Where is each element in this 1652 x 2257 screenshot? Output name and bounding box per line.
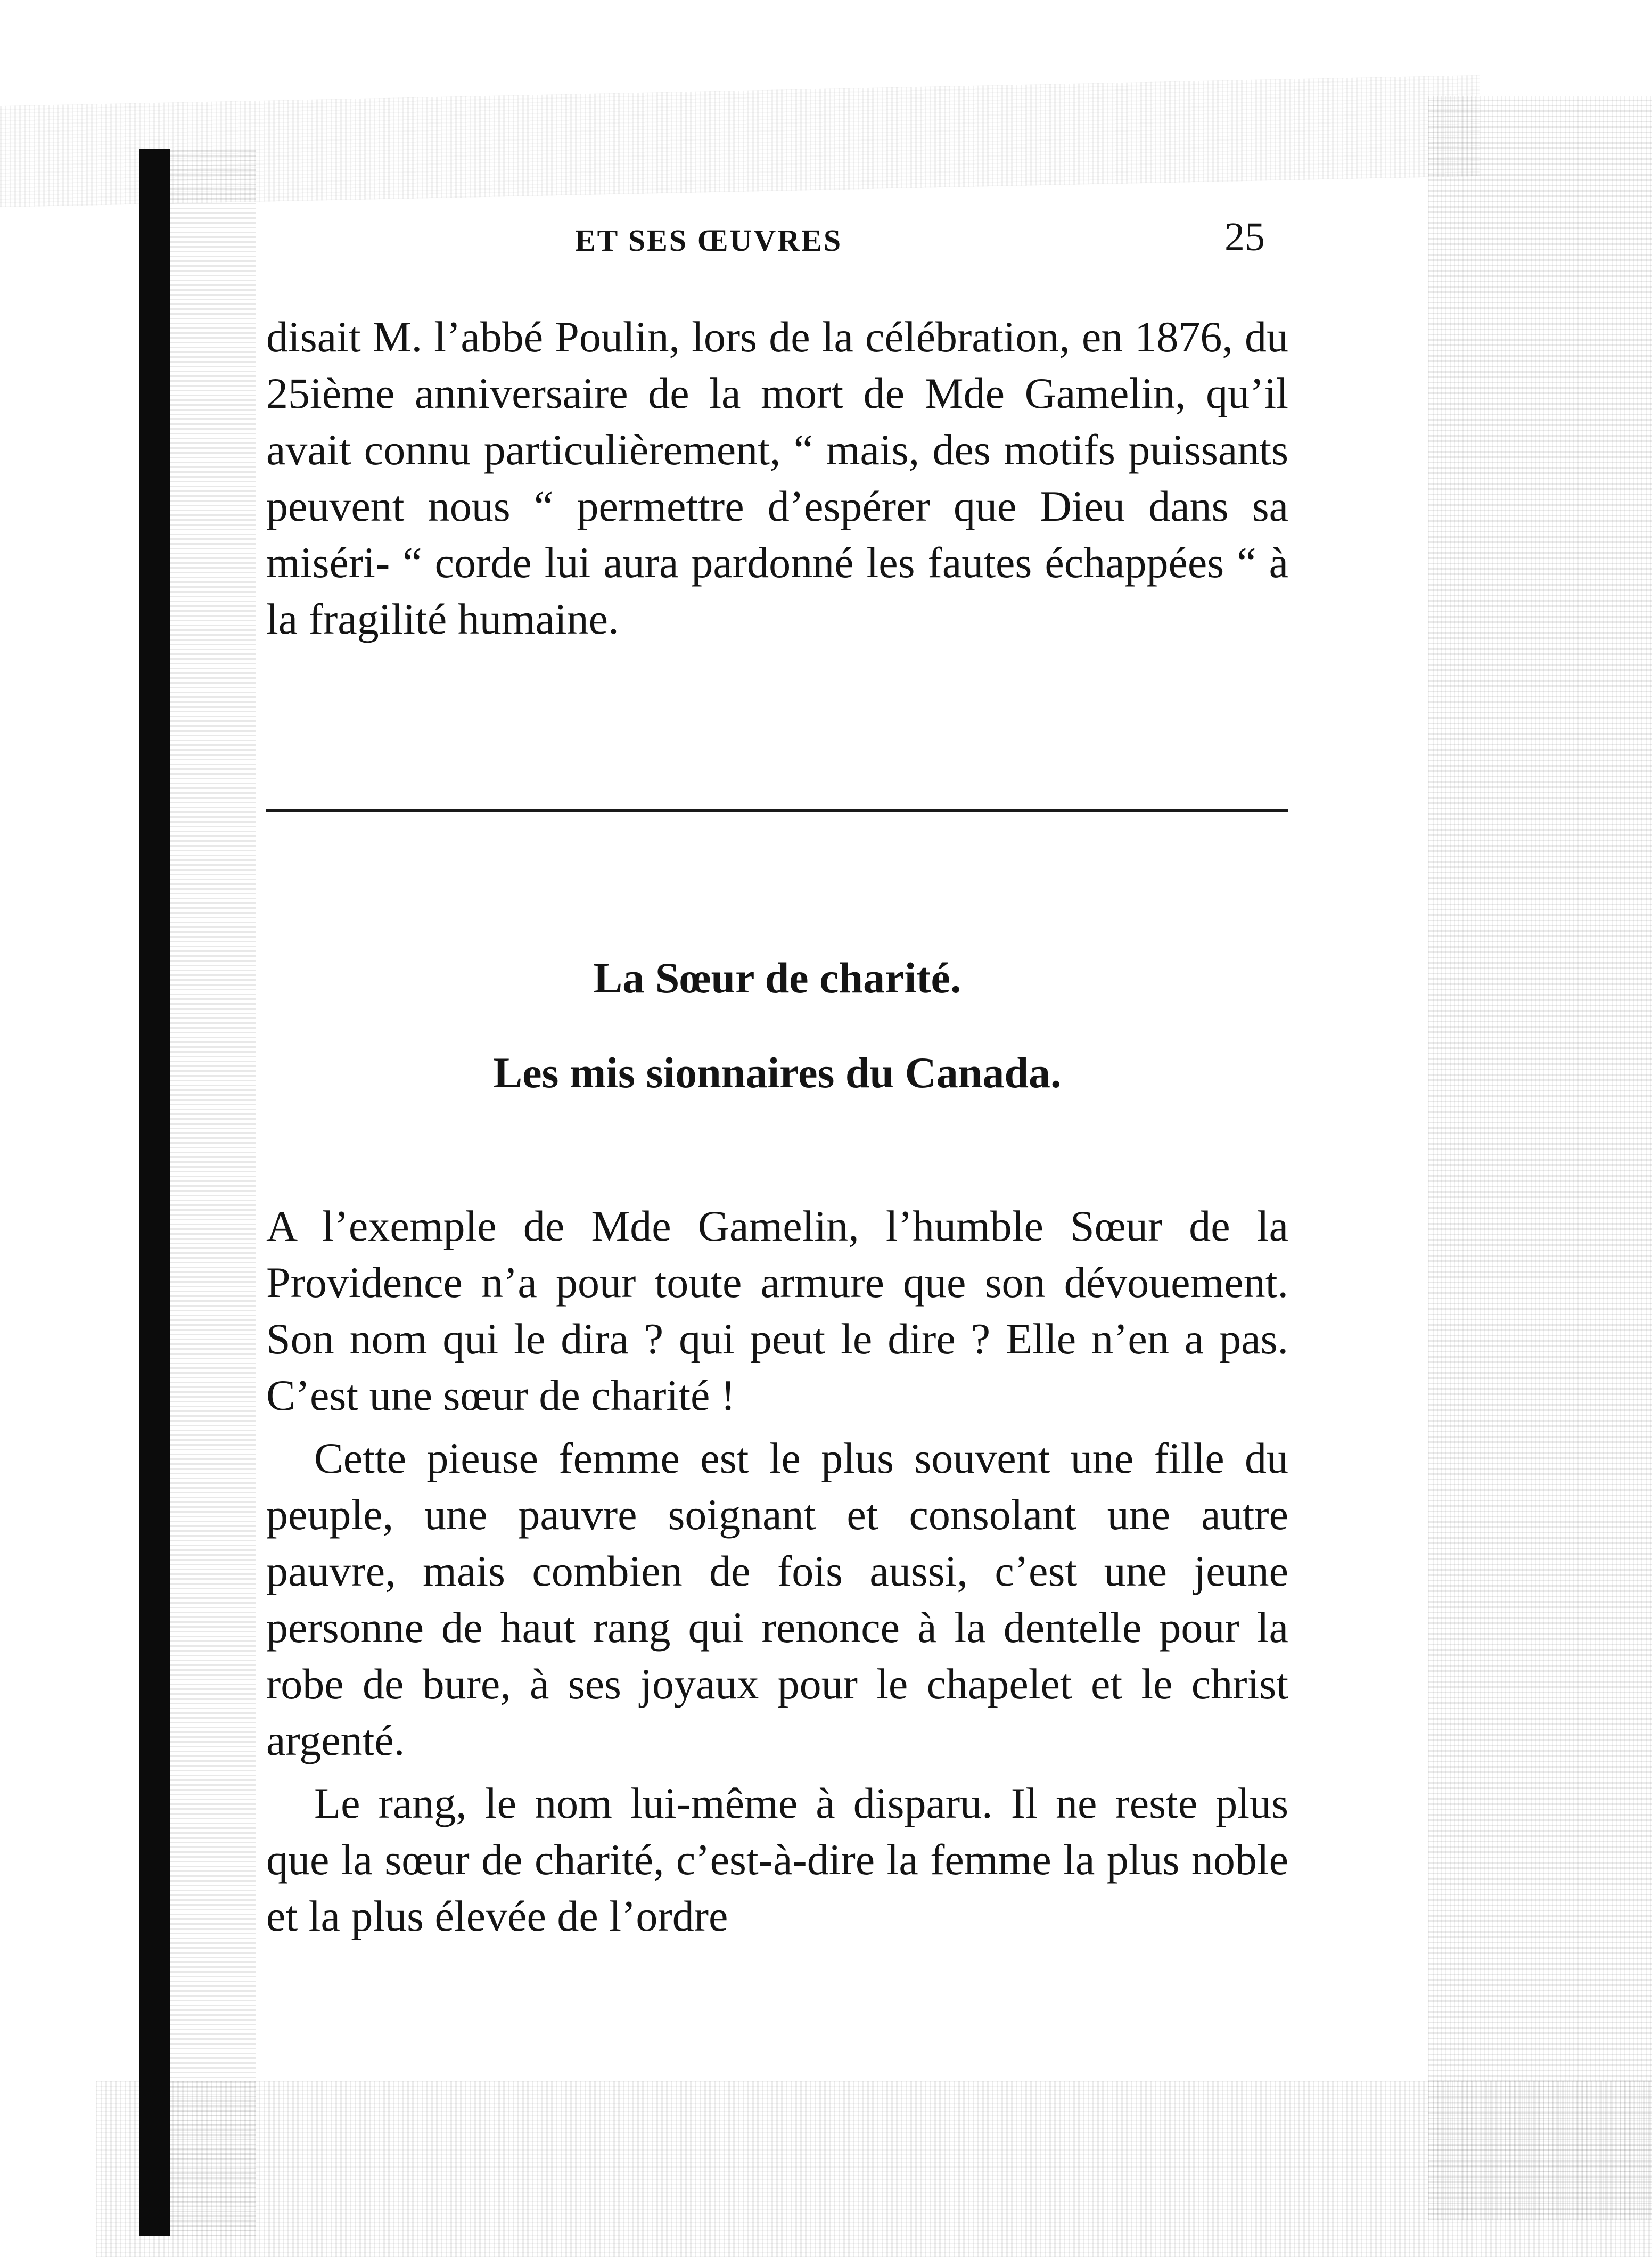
section-title: La Sœur de charité. xyxy=(593,954,961,1002)
quote-paragraph: disait M. l’abbé Poulin, lors de la célébration, en 1876, du 25ième anniversaire de la mort de Mde Gamelin, qu’il avait connu particulièrement, “ mais, des motifs puissants peuvent nous “ permettre d’espérer que Dieu dans sa miséri- “ corde lui aura pardonné les fautes échappées “ à la fragilité humaine. xyxy=(266,313,1288,643)
scan-noise-bottom xyxy=(96,2081,1652,2257)
body-text xyxy=(266,1198,1288,1951)
page-number: 25 xyxy=(1224,215,1265,259)
spine-shadow xyxy=(170,149,256,2236)
paragraph: Cette pieuse femme est le plus souvent une fille du peuple, une pauvre soignant et consolant une autre pauvre, mais combien de fois aussi, c’est une jeune personne de haut rang qui renonce à la dentelle pour la robe de bure, à ses joyaux pour le chapelet et le christ argenté. xyxy=(266,1434,1288,1764)
paragraph: A l’exemple de Mde Gamelin, l’humble Sœur de la Providence n’a pour toute armure que son dévouement. Son nom qui le dira ? qui peut le dire ? Elle n’en a pas. C’est une sœur de charité ! xyxy=(266,1202,1288,1419)
scan-noise-right xyxy=(1428,96,1652,2220)
section-divider xyxy=(266,809,1288,812)
paragraph: Le rang, le nom lui-même à disparu. Il ne reste plus que la sœur de charité, c’est-à-dire la femme la plus noble et la plus élevée de l’ordre xyxy=(266,1779,1288,1940)
running-head: ET SES ŒUVRES xyxy=(575,223,843,258)
quote-block xyxy=(266,309,1288,647)
book-spine-edge xyxy=(139,149,170,2236)
section-subtitle: Les mis sionnaires du Canada. xyxy=(493,1048,1062,1097)
